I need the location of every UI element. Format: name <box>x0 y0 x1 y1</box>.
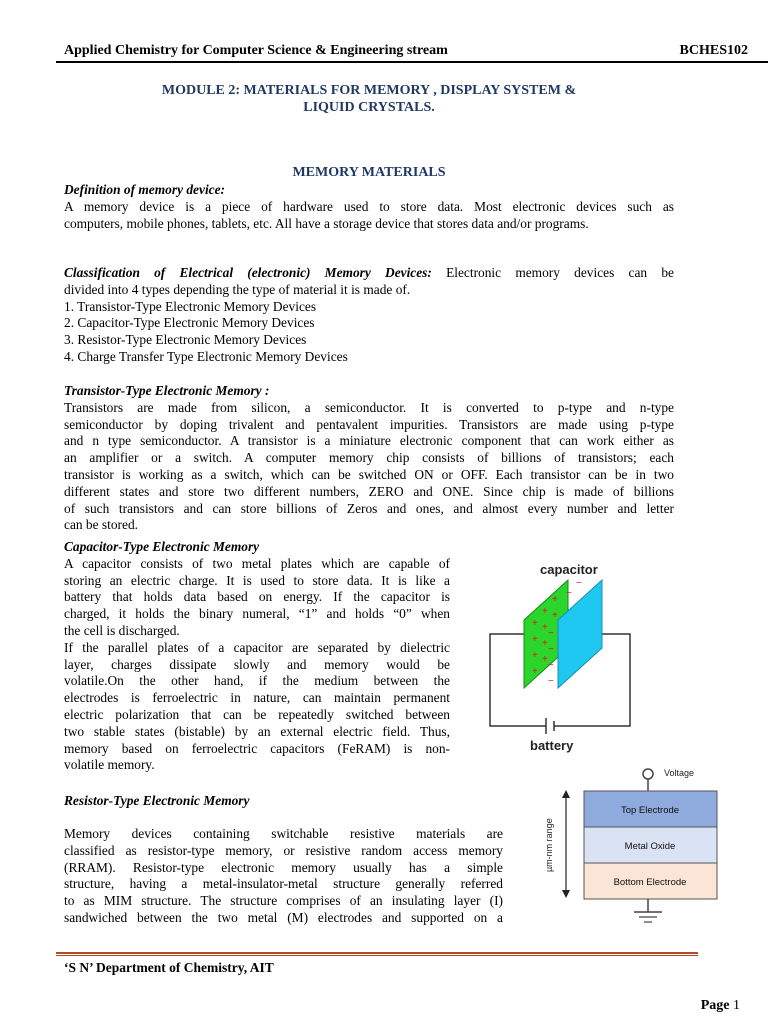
paragraph-line: sandwiched between the two metal (M) electrodes and supported on a <box>64 909 503 925</box>
plus-sign: + <box>542 638 548 649</box>
minus-sign: − <box>548 644 554 655</box>
transistor-heading: Transistor-Type Electronic Memory : <box>64 383 270 398</box>
resistor-paragraph <box>64 826 503 927</box>
course-title: Applied Chemistry for Computer Science & Engineering stream <box>64 43 448 58</box>
paragraph-line: electrodes is ferroelectric in nature, can maintain permanent <box>64 690 450 706</box>
footer-rule <box>56 952 698 954</box>
bottom-electrode-label: Bottom Electrode <box>613 877 687 888</box>
capacitor-block <box>64 539 450 774</box>
capacitor-diagram <box>482 556 652 756</box>
definition-line: computers, mobile phones, tablets, etc. All have a storage device that stores data and/or programs. <box>64 215 589 231</box>
mim-structure-diagram <box>530 764 750 934</box>
voltage-label: Voltage <box>664 768 695 778</box>
paragraph-line: A capacitor consists of two metal plates which are capable of <box>64 555 450 571</box>
paragraph-line: battery that holds data based on energy. If the capacitor is <box>64 589 450 605</box>
minus-sign: − <box>548 628 554 639</box>
paragraph-line: an amplifier or a switch. A computer memory chip consists of billions of transistors; each <box>64 450 674 466</box>
page-number: Page 1 <box>700 998 740 1013</box>
paragraph-line: to as MIM structure. The structure comprises of an insulating layer (I) <box>64 893 503 909</box>
header-rule <box>56 61 768 63</box>
metal-oxide-label: Metal Oxide <box>624 841 676 852</box>
capacitor-heading: Capacitor-Type Electronic Memory <box>64 539 260 554</box>
capacitor-label: capacitor <box>540 562 598 577</box>
classification-first-line: Classification of Electrical (electronic) Memory Devices: Electronic memory devices can be <box>64 265 674 280</box>
battery-label: battery <box>530 738 574 753</box>
list-item: 3. Resistor-Type Electronic Memory Devices <box>64 332 307 348</box>
transistor-block <box>64 383 674 534</box>
arrow-head-down <box>562 890 570 898</box>
paragraph-line: electric polarization that can be repeatedly switched between <box>64 706 450 722</box>
resistor-heading: Resistor-Type Electronic Memory <box>64 793 250 808</box>
list-item: 1. Transistor-Type Electronic Memory Devices <box>64 298 317 314</box>
voltage-terminal <box>643 769 653 779</box>
paragraph-line: memory based on ferroelectric capacitors (FeRAM) is non- <box>64 740 450 756</box>
list-item: 2. Capacitor-Type Electronic Memory Devices <box>64 315 315 331</box>
paragraph-line: classified as resistor-type memory, or resistive random access memory <box>64 842 503 858</box>
paragraph-line: layer, charges dissipate slowly and memory would be <box>64 656 450 672</box>
paragraph-line: If the parallel plates of a capacitor are separated by dielectric <box>64 639 450 655</box>
footer-rule <box>56 955 698 956</box>
list-item: 4. Charge Transfer Type Electronic Memory Devices <box>64 348 348 364</box>
plus-sign: + <box>532 618 538 629</box>
paragraph-line: different states and store two different numbers, ZERO and ONE. Since chip is made of billions <box>64 483 674 499</box>
footer-department: ‘S N’ Department of Chemistry, AIT <box>64 960 274 975</box>
minus-sign: − <box>566 588 572 599</box>
plus-sign: + <box>532 634 538 645</box>
plus-sign: + <box>552 594 558 605</box>
paragraph-line: of such transistors and can store billions of Zeros and ones, and almost every number and letter <box>64 500 674 516</box>
minus-sign: − <box>576 578 582 589</box>
paragraph-line: (RRAM). Resistor-type electronic memory usually has a simple <box>64 859 503 875</box>
top-electrode-label: Top Electrode <box>620 805 680 816</box>
course-code: BCHES102 <box>679 43 748 58</box>
resistor-block <box>64 793 500 810</box>
paragraph-line: two stable states (bistable) by an external electric field. Thus, <box>64 723 450 739</box>
definition-block <box>64 182 674 232</box>
plus-sign: + <box>532 666 538 677</box>
plus-sign: + <box>542 622 548 633</box>
plus-sign: + <box>532 650 538 661</box>
plus-sign: + <box>542 654 548 665</box>
paragraph-line: the cell is discharged. <box>64 622 180 638</box>
definition-line: A memory device is a piece of hardware used to store data. Most electronic devices such as <box>64 198 674 214</box>
classification-line: divided into 4 types depending the type of material it is made of. <box>64 281 411 297</box>
minus-sign: − <box>548 676 554 687</box>
paragraph-line: transistor is working as a switch, which can be switched ON or OFF. Each transistor can be in two <box>64 466 674 482</box>
paragraph-line: charged, it holds the binary numeral, “1” and holds “0” when <box>64 606 450 622</box>
paragraph-line: volatile.On the other hand, if the medium between the <box>64 673 450 689</box>
range-label: µm-nm range <box>544 818 554 872</box>
plus-sign: + <box>552 610 558 621</box>
paragraph-line: can be stored. <box>64 517 138 533</box>
minus-sign: − <box>548 660 554 671</box>
section-title: MEMORY MATERIALS <box>292 165 446 180</box>
paragraph-line: semiconductor by doping trivalent and pentavalent impurities. Transistors are made using p-type <box>64 416 674 432</box>
arrow-head-up <box>562 790 570 798</box>
plus-sign: + <box>542 606 548 617</box>
running-header <box>64 43 748 60</box>
paragraph-line: Memory devices containing switchable resistive materials are <box>64 826 503 841</box>
module-title: MODULE 2: MATERIALS FOR MEMORY , DISPLAY SYSTEM & LIQUID CRYSTALS. <box>161 83 577 115</box>
paragraph-line: structure, having a metal-insulator-metal structure generally referred <box>64 876 503 892</box>
classification-heading: Classification of Electrical (electronic) Memory Devices: <box>64 265 432 280</box>
paragraph-line: storing an electric charge. It is used to store data. It is like a <box>64 572 450 588</box>
classification-block <box>64 265 674 366</box>
paragraph-line: and n type semiconductor. A transistor is a miniature electronic component that can work either as <box>64 433 674 449</box>
paragraph-line: volatile memory. <box>64 757 155 773</box>
paragraph-line: Transistors are made from silicon, a semiconductor. It is converted to p-type and n-type <box>64 399 674 415</box>
definition-heading: Definition of memory device: <box>64 182 226 197</box>
